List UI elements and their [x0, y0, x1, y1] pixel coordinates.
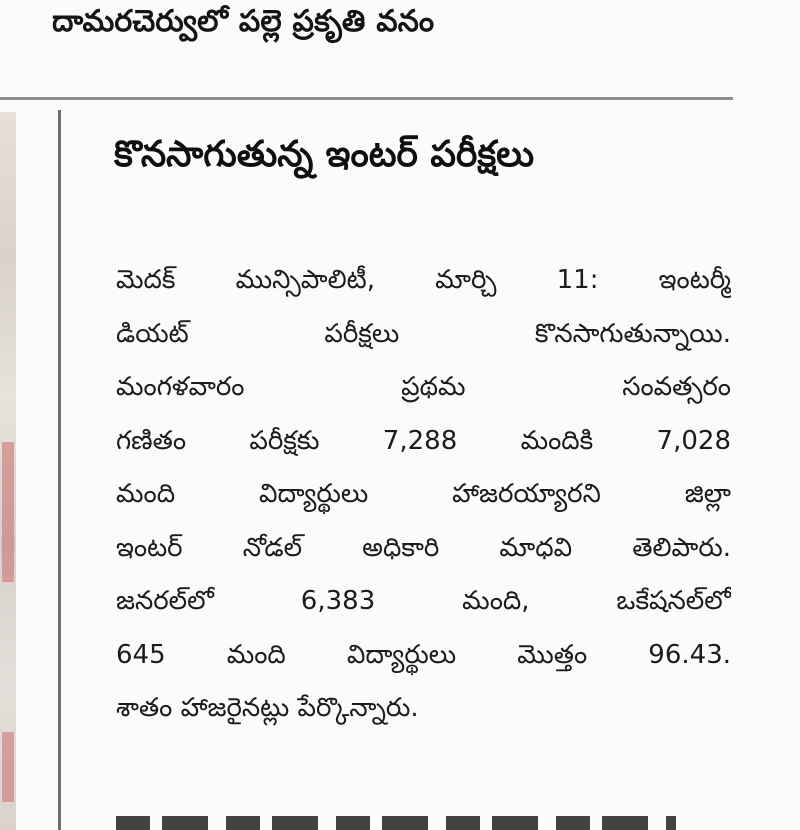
previous-article-headline: దామరచెర్వులో పల్లె ప్రకృతి వనం	[52, 4, 435, 39]
article-body-line: మంగళవారం ప్రథమ సంవత్సరం	[116, 372, 731, 402]
article-body-line: డియట్ పరీక్షలు కొనసాగుతున్నాయి.	[116, 318, 731, 349]
next-article-headline-cropped	[116, 812, 676, 830]
article-body	[116, 254, 731, 736]
article-body-line: మెదక్ మున్సిపాలిటీ, మార్చి 11: ఇంటర్మీ	[116, 265, 731, 295]
article-body-line: ఇంటర్ నోడల్ అధికారి మాధవి తెలిపారు.	[116, 532, 731, 563]
article-body-line: మంది విద్యార్థులు హాజరయ్యారని జిల్లా	[116, 479, 731, 509]
column-divider	[58, 110, 61, 830]
section-divider-rule	[0, 97, 733, 100]
article-body-line: శాతం హాజరైనట్లు పేర్కొన్నారు.	[116, 693, 419, 723]
article-headline: కొనసాగుతున్న ఇంటర్ పరీక్షలు	[114, 134, 535, 175]
article-body-line: గణితం పరీక్షకు 7,288 మందికి 7,028	[116, 425, 731, 456]
adjacent-column-edge	[0, 112, 16, 830]
article-body-line: 645 మంది విద్యార్థులు మొత్తం 96.43.	[116, 639, 731, 670]
article-body-line: జనరల్‌లో 6,383 మంది, ఒకేషనల్‌లో	[116, 586, 731, 616]
